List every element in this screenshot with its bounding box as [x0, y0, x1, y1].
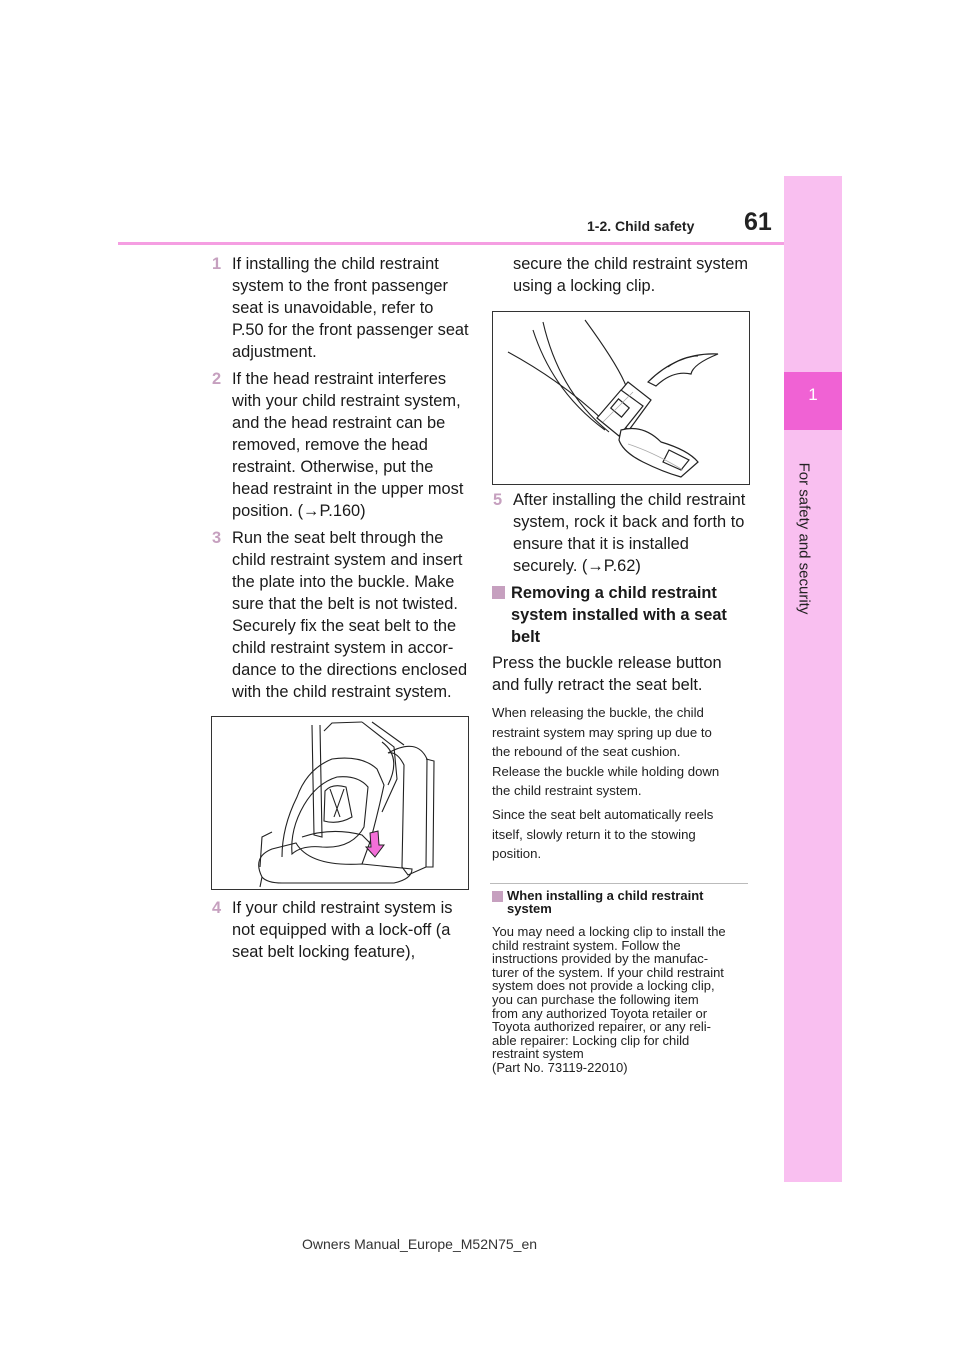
line: the rebound of the seat cushion.: [492, 744, 681, 760]
locking-clip-drawing: [493, 312, 749, 484]
line: Press the buckle release button: [492, 654, 722, 672]
note-body: [492, 925, 754, 1075]
line: When installing a child restraint: [507, 888, 704, 903]
line: removed, remove the head: [232, 436, 428, 454]
line: Run the seat belt through the: [232, 529, 444, 547]
footer-doc-id: Owners Manual_Europe_M52N75_en: [302, 1236, 538, 1252]
step-number: 3: [212, 529, 222, 547]
removal-instructions: [492, 652, 748, 696]
line: system: [507, 901, 552, 917]
line: and fully retract the seat belt.: [492, 676, 703, 694]
line: head restraint in the upper most: [232, 480, 464, 498]
side-tab-label: For safety and security: [795, 462, 813, 615]
step-number: 2: [212, 370, 222, 388]
locking-clip-illustration: [492, 311, 750, 485]
line: If your child restraint system is: [232, 899, 453, 917]
line: Securely fix the seat belt to the: [232, 617, 457, 635]
line: and the head restraint can be: [232, 414, 446, 432]
line: not equipped with a lock-off (a: [232, 921, 451, 939]
page-number: 61: [744, 208, 772, 236]
line: system installed with a seat: [511, 606, 727, 624]
note-title: [507, 889, 747, 916]
line: If installing the child restraint: [232, 255, 439, 273]
line: the child restraint system.: [492, 783, 642, 799]
line: instructions provided by the manufac-: [492, 951, 709, 967]
note-rule: [490, 883, 748, 884]
line: P.50 for the front passenger seat: [232, 321, 469, 339]
line: with the child restraint system.: [232, 683, 452, 701]
line: using a locking clip.: [513, 277, 656, 295]
step-4-continuation: [513, 253, 763, 297]
line: system does not provide a locking clip,: [492, 978, 715, 994]
step-1: [212, 253, 472, 363]
line: adjustment.: [232, 343, 317, 361]
line: dance to the directions enclosed: [232, 661, 468, 679]
side-tab-number: 1: [808, 385, 818, 404]
line: seat belt locking feature),: [232, 943, 416, 961]
step-5: [493, 489, 763, 577]
line: from any authorized Toyota retailer or: [492, 1005, 708, 1021]
line: secure the child restraint system: [513, 255, 749, 273]
line: If the head restraint interferes: [232, 370, 447, 388]
line: When releasing the buckle, the child: [492, 705, 704, 720]
step-number: 4: [212, 899, 222, 917]
line: sure that the belt is not twisted.: [232, 595, 458, 613]
section-title: 1-2. Child safety: [587, 218, 695, 234]
line: with your child restraint system,: [232, 392, 461, 410]
line: Release the buckle while holding down: [492, 763, 720, 779]
line: child restraint system in accor-: [232, 639, 454, 657]
line: (Part No. 73119-22010): [492, 1059, 628, 1075]
line: restraint system: [492, 1046, 584, 1062]
line: the plate into the buckle. Make: [232, 573, 455, 591]
line: you can purchase the following item: [492, 991, 699, 1007]
line: restraint. Otherwise, put the: [232, 458, 434, 476]
line: Since the seat belt automatically reels: [492, 807, 714, 822]
bullet-square-icon: [492, 586, 505, 599]
line: able repairer: Locking clip for child: [492, 1032, 690, 1048]
step-number: 5: [493, 491, 503, 509]
line: turer of the system. If your child restraint: [492, 964, 724, 980]
subheading-removing: [511, 582, 751, 648]
caution-paragraph-2: [492, 805, 748, 864]
line: system, rock it back and forth to: [513, 513, 745, 531]
line: itself, slowly return it to the stowing: [492, 826, 696, 842]
line: position. (→P.160): [232, 502, 366, 520]
line: restraint system may spring up due to: [492, 724, 712, 740]
side-tab-label-wrap: [782, 450, 812, 630]
side-tab: [784, 176, 842, 1182]
line: child restraint system. Follow the: [492, 937, 681, 953]
child-seat-drawing: [212, 717, 468, 889]
line: belt: [511, 628, 541, 646]
bullet-square-icon: [492, 891, 503, 902]
caution-paragraph-1: [492, 703, 748, 801]
step-4: [212, 897, 472, 963]
line: securely. (→P.62): [513, 557, 641, 575]
line: system to the front passenger: [232, 277, 448, 295]
line: seat is unavoidable, refer to: [232, 299, 434, 317]
step-number: 1: [212, 255, 222, 273]
child-seat-illustration: [211, 716, 469, 890]
line: Toyota authorized repairer, or any reli-: [492, 1019, 711, 1035]
step-2: [212, 368, 472, 522]
step-3: [212, 527, 472, 703]
line: child restraint system and insert: [232, 551, 463, 569]
line: After installing the child restraint: [513, 491, 746, 509]
header-rule: [118, 242, 784, 245]
line: ensure that it is installed: [513, 535, 689, 553]
line: position.: [492, 846, 542, 862]
line: Removing a child restraint: [511, 584, 717, 602]
line: You may need a locking clip to install the: [492, 924, 726, 939]
